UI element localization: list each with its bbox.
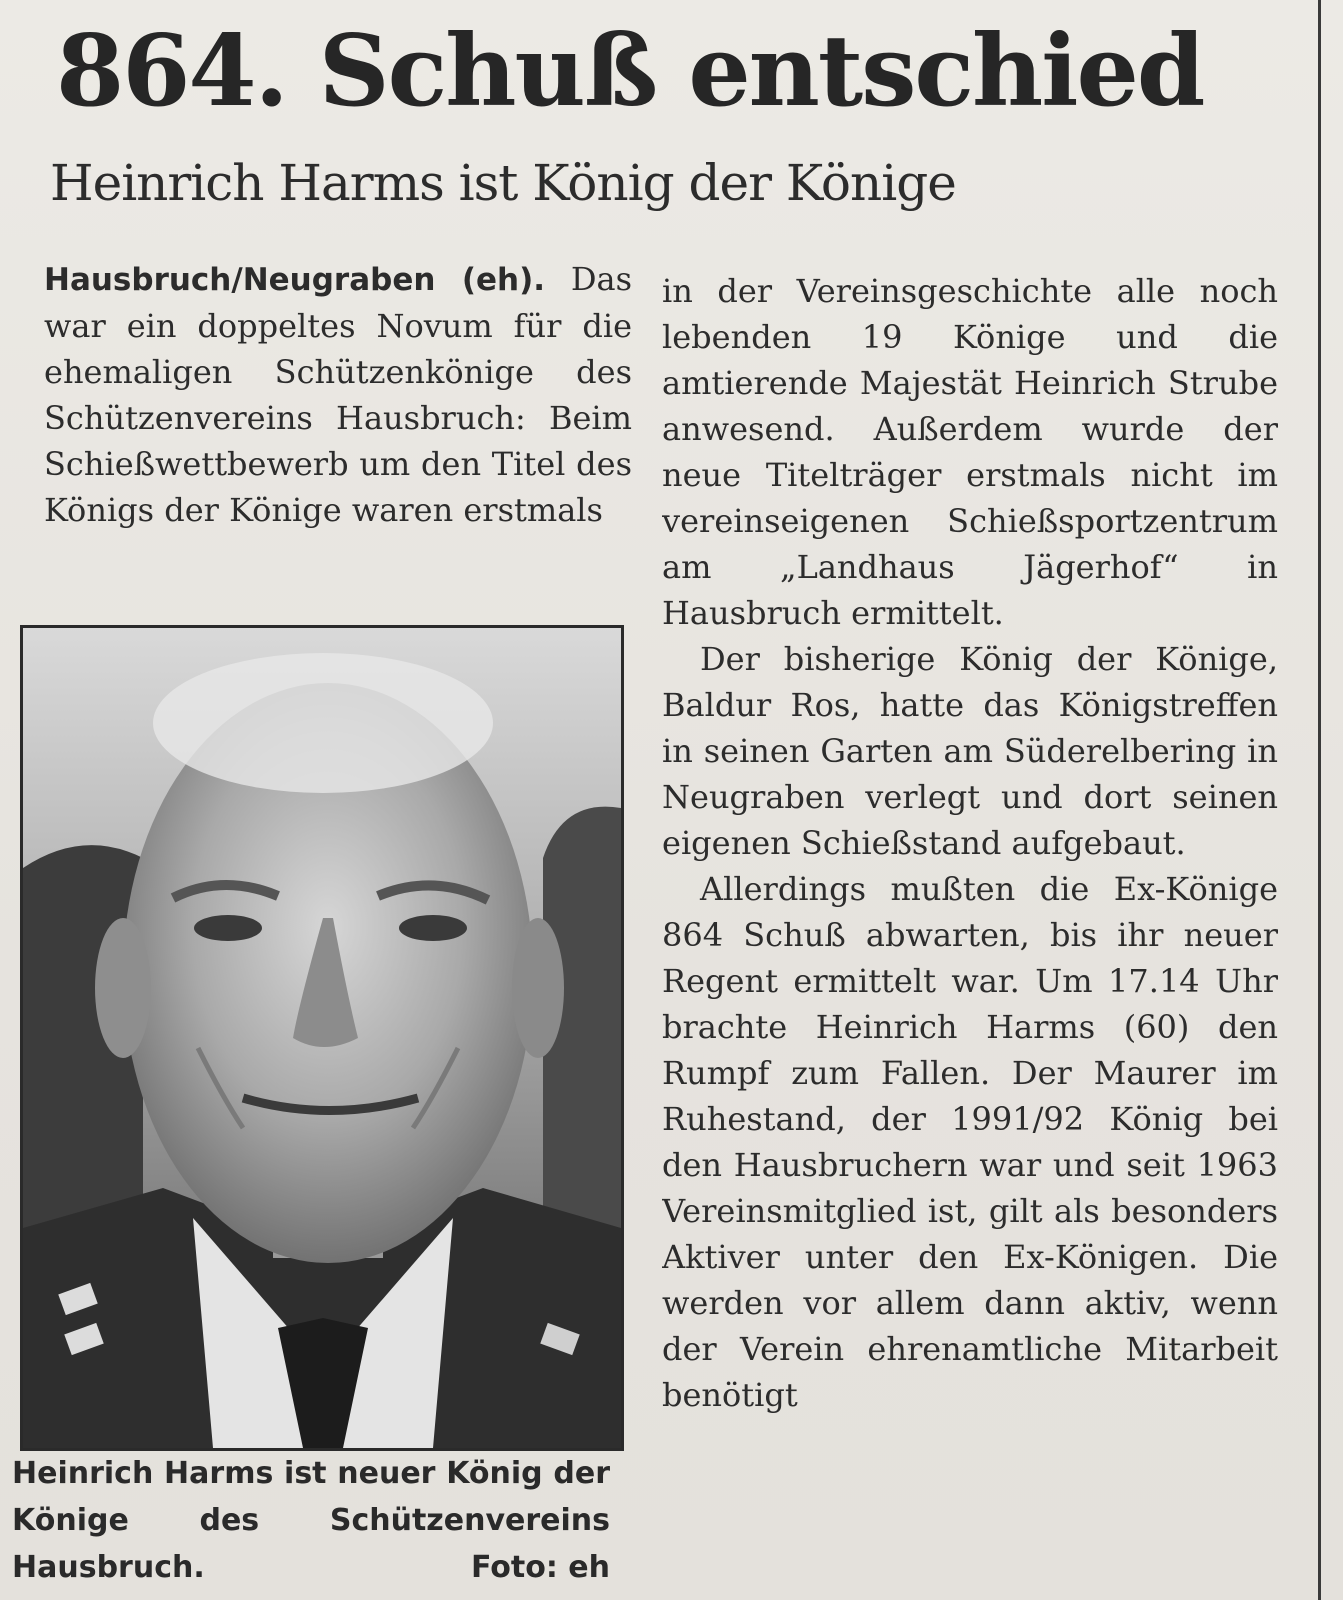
paragraph-3: Allerdings mußten die Ex-Könige 864 Schuß abwarten, bis ihr neuer Regent ermittelt war. Um 17.14 Uhr brachte Heinrich Harms (60) den Rumpf zum Fallen. Der Maurer im Ruhestand, der 1991/92 König bei den Hausbruchern war und seit 1963 Vereinsmitglied ist, gilt als besonders Aktiver unter den Ex-Königen. Die werden vor allem dann aktiv, wenn der Verein ehrenamtliche Mitarbeit benötigt [662,870,1278,1414]
caption-text: Heinrich Harms ist neuer König der Könige des Schützenvereins Hausbruch. [12,1456,610,1585]
photo-credit: Foto: eh [471,1550,610,1585]
paragraph-1: in der Vereinsgeschichte alle noch lebenden 19 Könige und die amtierende Majestät Heinrich Strube anwesend. Außerdem wurde der neue Titelträger erstmals nicht im vereinseigenen Schießsportzentrum am „Landhaus Jägerhof“ in Hausbruch ermittelt. [662,272,1278,632]
portrait-image [23,628,621,1448]
left-column [44,256,632,533]
paragraph-2: Der bisherige König der Könige, Baldur Ros, hatte das Königstreffen in seinen Garten am Süderelbering in Neugraben verlegt und dort seinen eigenen Schießstand aufgebaut. [662,640,1278,862]
column-rule [1318,0,1321,1600]
dateline: Hausbruch/Neugraben (eh). [44,262,546,298]
subheadline: Heinrich Harms ist König der Könige [50,154,956,212]
headline: 864. Schuß entschied [56,14,1204,129]
lead-text: Das war ein doppeltes Novum für die ehemaligen Schützenkönige des Schützenvereins Hausbruch: Beim Schießwettbewerb um den Titel des Königs der Könige waren erstmals [44,260,632,529]
right-column [662,268,1278,1600]
portrait-photo [20,625,624,1451]
photo-caption [12,1450,610,1591]
lead-paragraph [44,256,632,533]
